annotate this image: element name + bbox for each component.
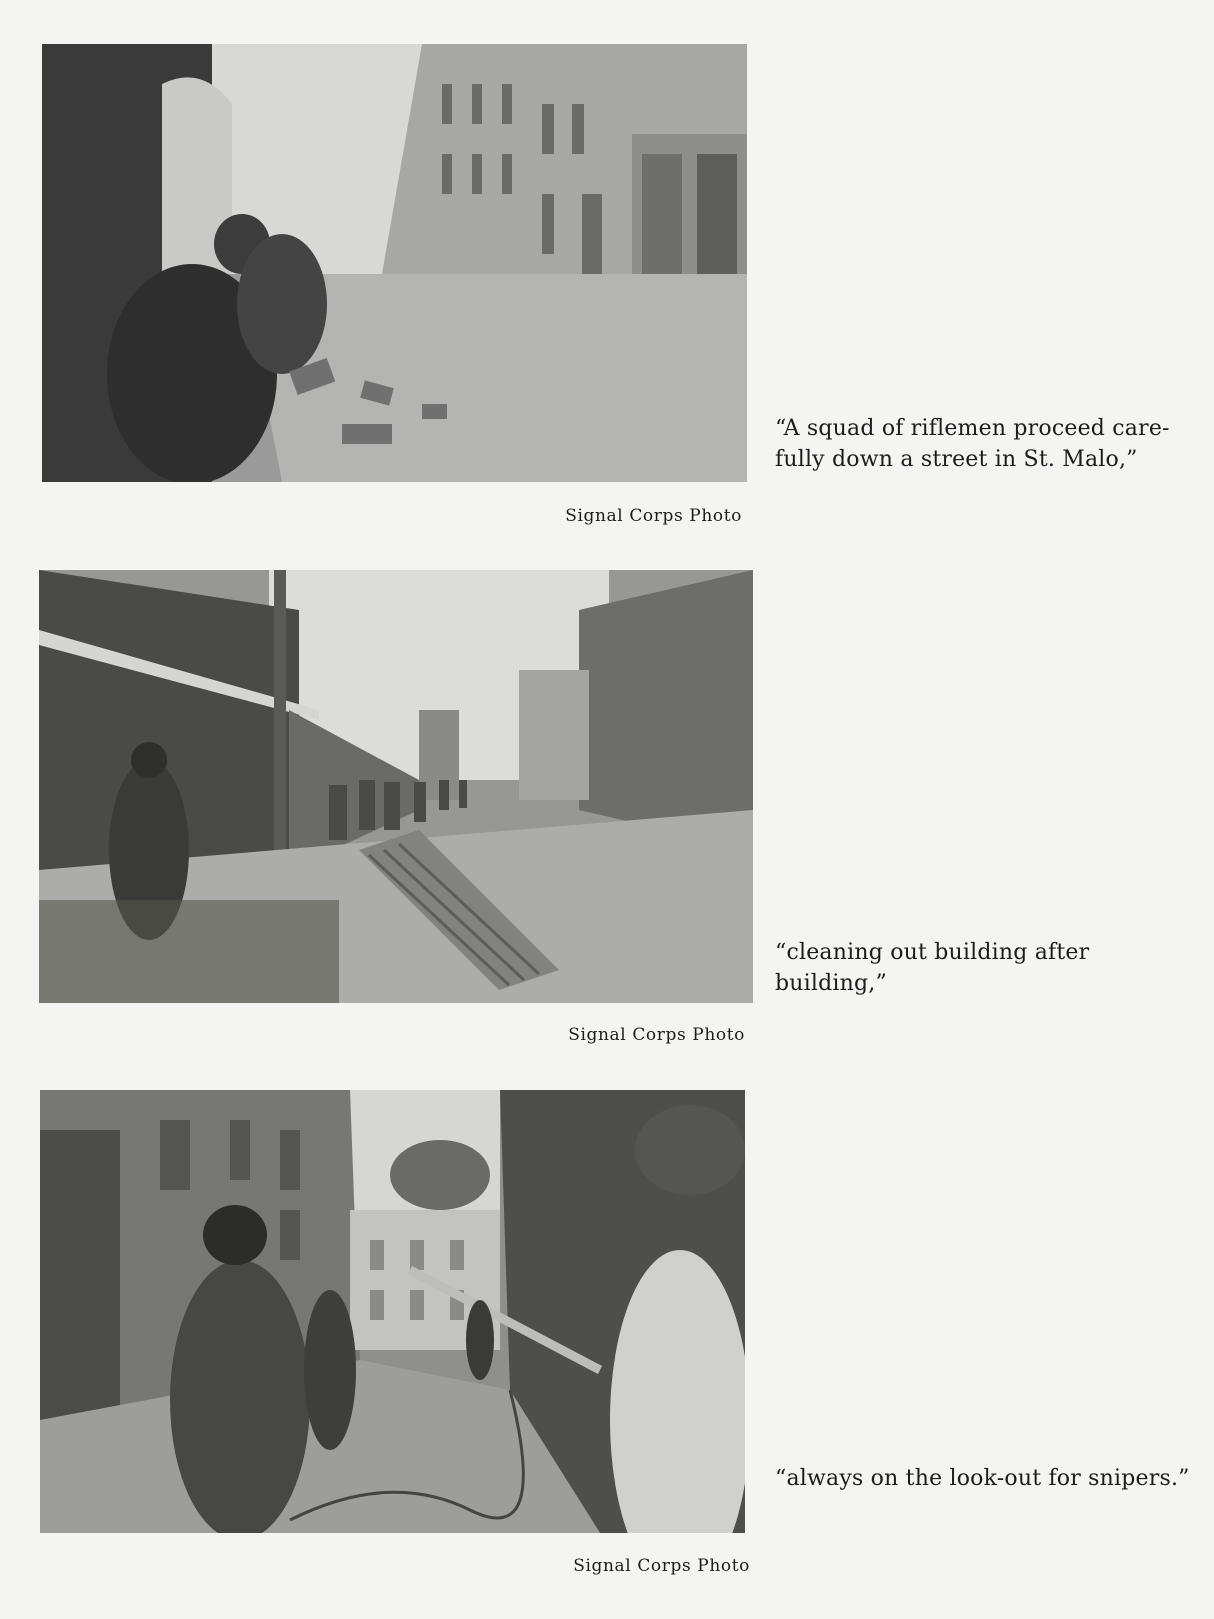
caption-3: “always on the look-out for snipers.” xyxy=(775,1466,1190,1491)
photo-credit-3: Signal Corps Photo xyxy=(573,1556,750,1576)
photo-lookout-snipers xyxy=(40,1090,745,1533)
photo-cleaning-buildings xyxy=(39,570,753,1003)
caption-1: “A squad of riflemen proceed care-fully down a street in St. Malo,” xyxy=(775,416,1170,472)
photo-credit-2: Signal Corps Photo xyxy=(568,1025,745,1045)
caption-2: “cleaning out building after building,” xyxy=(775,940,1090,996)
photo-riflemen-street xyxy=(42,44,747,482)
photo-credit-1: Signal Corps Photo xyxy=(565,506,742,526)
